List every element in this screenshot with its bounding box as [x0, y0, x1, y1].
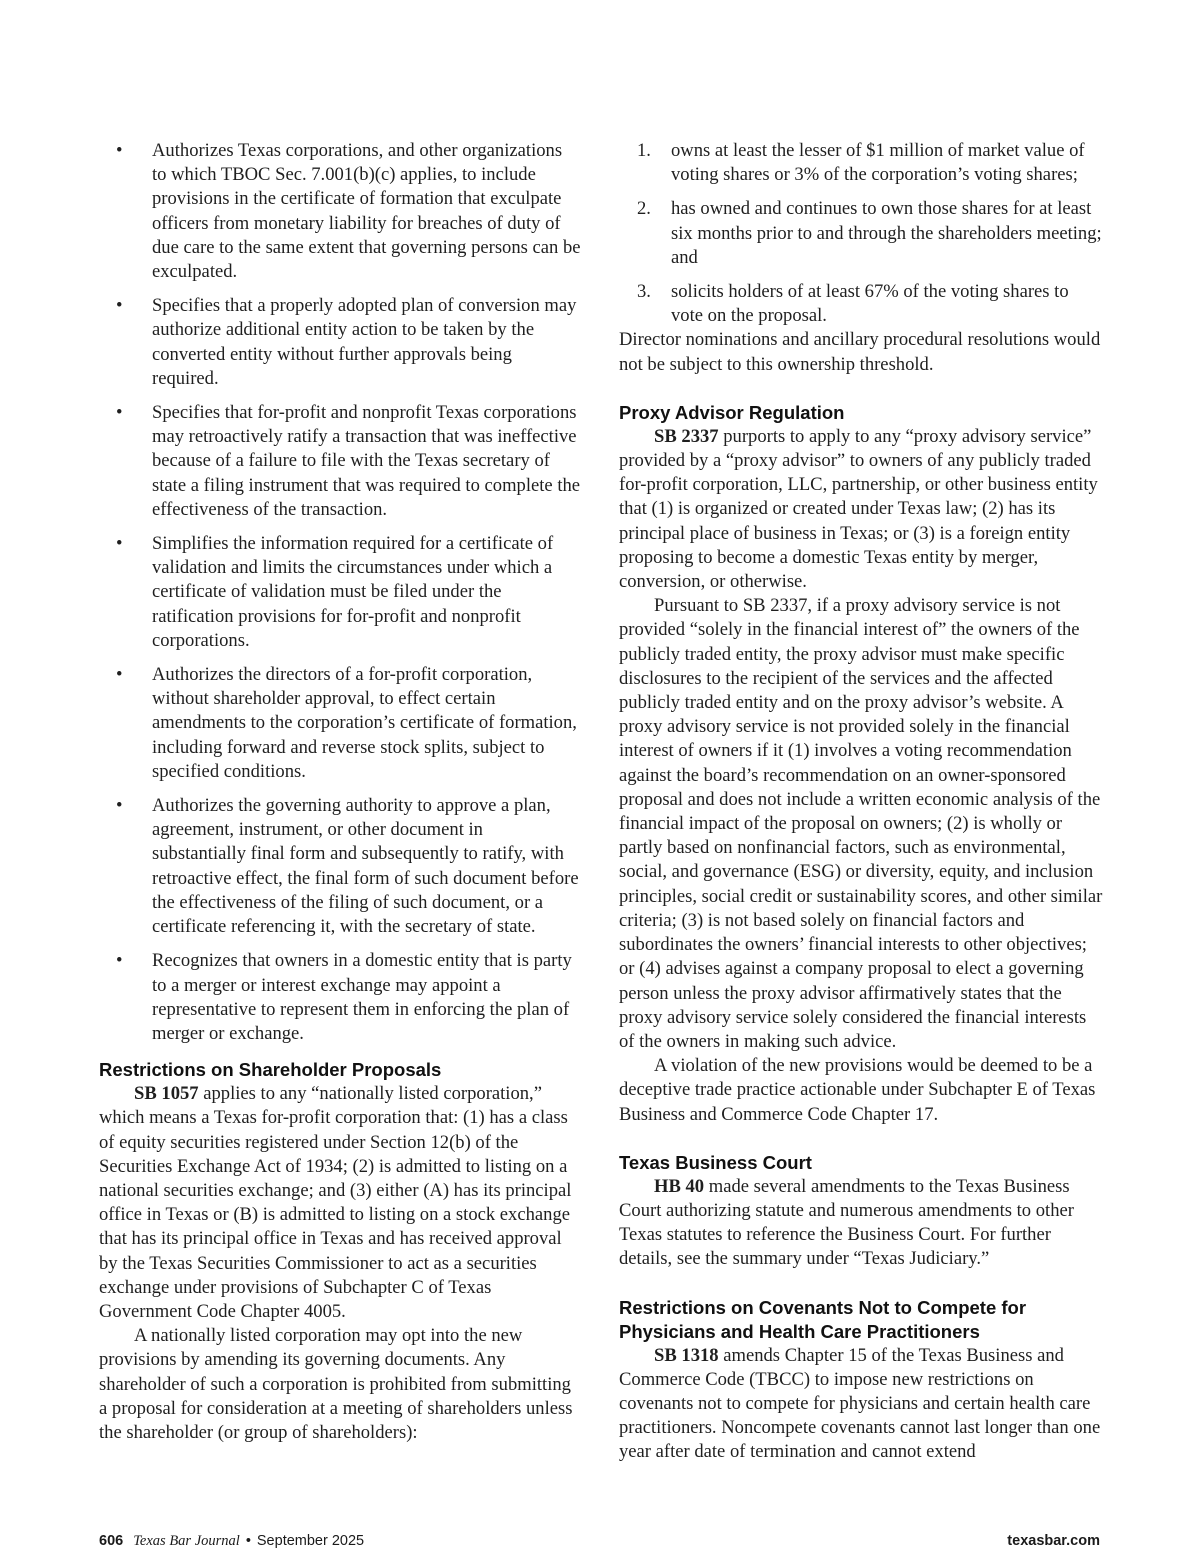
section-heading-covenants: Restrictions on Covenants Not to Compete for Physicians and Health Care Practitioners [619, 1296, 1027, 1342]
left-column [99, 139, 581, 1445]
paragraph-text: made several amendments to the Texas Business Court authorizing statute and numerous amendments to other Texas statutes to reference the Business Court. For further details, see the summary under “Texas Judiciary.” [619, 1175, 1074, 1270]
page-footer [99, 1533, 1100, 1555]
list-item-text: Simplifies the information required for a certificate of validation and limits the circumstances under which a certificate of validation must be filed under the ratification provisions for for-profit and nonprofit corporations. [152, 533, 554, 651]
issue-date: September 2025 [256, 1533, 365, 1549]
list-number: 1. [637, 140, 651, 161]
list-item [99, 532, 581, 653]
list-item [619, 139, 1103, 187]
page-number: 606 [99, 1533, 124, 1549]
bill-number: SB 1318 [654, 1344, 719, 1366]
paragraph [619, 1175, 1103, 1272]
journal-title: Texas Bar Journal [133, 1533, 240, 1549]
list-item-text: Authorizes the directors of a for-profit corporation, without shareholder approval, to effect certain amendments to the corporation’s certificate of formation, including forward and reverse stock splits, subject to specified conditions. [152, 664, 577, 782]
list-item-text: Authorizes the governing authority to approve a plan, agreement, instrument, or other document in substantially final form and subsequently to ratify, with retroactive effect, the final form of such document before the effectiveness of the filing of such document, or a certificate referencing it, with the secretary of state. [152, 795, 579, 938]
list-item [99, 794, 581, 939]
paragraph-text: amends Chapter 15 of the Texas Business and Commerce Code (TBCC) to impose new restrictions on covenants not to compete for physicians and certain health care practitioners. Noncompete covenants cannot last longer than one year after date of termination and cannot extend [619, 1344, 1101, 1463]
numbered-list [619, 139, 1103, 328]
bullet-icon: • [116, 950, 123, 972]
list-number: 3. [637, 281, 651, 303]
bill-number: SB 1057 [134, 1083, 199, 1105]
list-number: 2. [637, 198, 651, 220]
list-item [619, 197, 1103, 270]
paragraph: Pursuant to SB 2337, if a proxy advisory service is not provided “solely in the financial interest of” the owners of the publicly traded entity, the proxy advisor must make specific disclosures to the recipient of the services and the affected publicly traded entity and on the proxy advisor’s website. A proxy advisory service is not provided solely in the financial interest of owners if it (1) involves a voting recommendation against the board’s recommendation on an owner-sponsored proposal and does not include a written economic analysis of the financial impact of the proposal on owners; (2) is wholly or partly based on nonfinancial factors, such as environmental, social, and governance (ESG) or diversity, equity, and inclusion principles, social credit or sustainability scores, and other similar criteria; (3) is not based solely on financial factors and subordinates the owners’ financial interests to other objectives; or (4) advises against a company proposal to elect a governing person unless the proxy advisor affirmatively states that the proxy advisory service solely considered the financial interests of the owners in making such advice. [619, 595, 1103, 1052]
list-item-text: Specifies that a properly adopted plan of conversion may authorize additional entity action to be taken by the converted entity without further approvals being required. [152, 295, 577, 389]
bill-number: HB 40 [654, 1175, 705, 1197]
section-heading-shareholder-proposals: Restrictions on Shareholder Proposals [99, 1059, 442, 1081]
list-item [99, 294, 581, 391]
bullet-icon: • [116, 295, 123, 317]
website-link[interactable]: texasbar.com [1007, 1533, 1100, 1549]
paragraph [619, 1344, 1103, 1465]
paragraph: A nationally listed corporation may opt into the new provisions by amending its governing documents. Any shareholder of such a corporation is prohibited from submitting a proposal for consideration at a meeting of shareholders unless the shareholder (or group of shareholders): [99, 1325, 573, 1443]
list-item [99, 663, 581, 784]
list-item-text: owns at least the lesser of $1 million of market value of voting shares or 3% of the corporation’s voting shares; [671, 140, 1085, 186]
bullet-icon: • [116, 795, 123, 817]
bullet-icon: • [116, 140, 123, 161]
list-item-text: has owned and continues to own those shares for at least six months prior to and through the shareholders meeting; and [671, 198, 1102, 268]
bullet-icon: • [116, 402, 123, 424]
paragraph [619, 425, 1103, 594]
paragraph [99, 1082, 581, 1324]
list-item-text: solicits holders of at least 67% of the voting shares to vote on the proposal. [671, 281, 1069, 327]
paragraph-text: purports to apply to any “proxy advisory service” provided by a “proxy advisor” to owners of any publicly traded for-profit corporation, LLC, partnership, or other business entity that (1) is organized or created under Texas law; (2) has its principal place of business in Texas; or (3) is a foreign entity proposing to become a domestic Texas entity by merger, conversion, or otherwise. [619, 425, 1098, 593]
list-item-text: Specifies that for-profit and nonprofit Texas corporations may retroactively ratify a transaction that was ineffective because of a failure to file with the Texas secretary of state a filing instrument that was required to complete the effectiveness of the transaction. [152, 402, 581, 520]
bill-number: SB 2337 [654, 425, 719, 447]
right-column [619, 139, 1103, 1465]
bullet-icon: • [116, 664, 123, 686]
bullet-list [99, 139, 581, 1046]
paragraph: A violation of the new provisions would be deemed to be a deceptive trade practice actionable under Subchapter E of Texas Business and Commerce Code Chapter 17. [619, 1055, 1096, 1125]
list-item-text: Authorizes Texas corporations, and other organizations to which TBOC Sec. 7.001(b)(c) applies, to include provisions in the certificate of formation that exculpate officers from monetary liability for breaches of duty of due care to the same extent that governing persons can be exculpated. [152, 140, 581, 283]
paragraph-text: applies to any “nationally listed corporation,” which means a Texas for-profit corporation that: (1) has a class of equity securities registered under Section 12(b) of the Securities Exchange Act of 1934; (2) is admitted to listing on a national securities exchange; and (3) either (A) has its principal office in Texas or (B) is admitted to listing on a stock exchange that has its principal office in Texas and has received approval by the Texas Securities Commissioner to act as a securities exchange under provisions of Subchapter C of Texas Government Code Chapter 4005. [99, 1083, 572, 1322]
list-item [619, 280, 1103, 328]
list-item [99, 401, 581, 522]
bullet-icon: • [116, 533, 123, 555]
list-item-text: Recognizes that owners in a domestic entity that is party to a merger or interest exchange may appoint a representative to represent them in enforcing the plan of merger or exchange. [152, 950, 572, 1044]
paragraph: Director nominations and ancillary procedural resolutions would not be subject to this ownership threshold. [619, 329, 1101, 375]
section-heading-proxy-advisor: Proxy Advisor Regulation [619, 401, 845, 423]
section-heading-business-court: Texas Business Court [619, 1151, 812, 1173]
list-item [99, 139, 581, 284]
list-item [99, 949, 581, 1046]
footer-separator: • [245, 1533, 251, 1549]
